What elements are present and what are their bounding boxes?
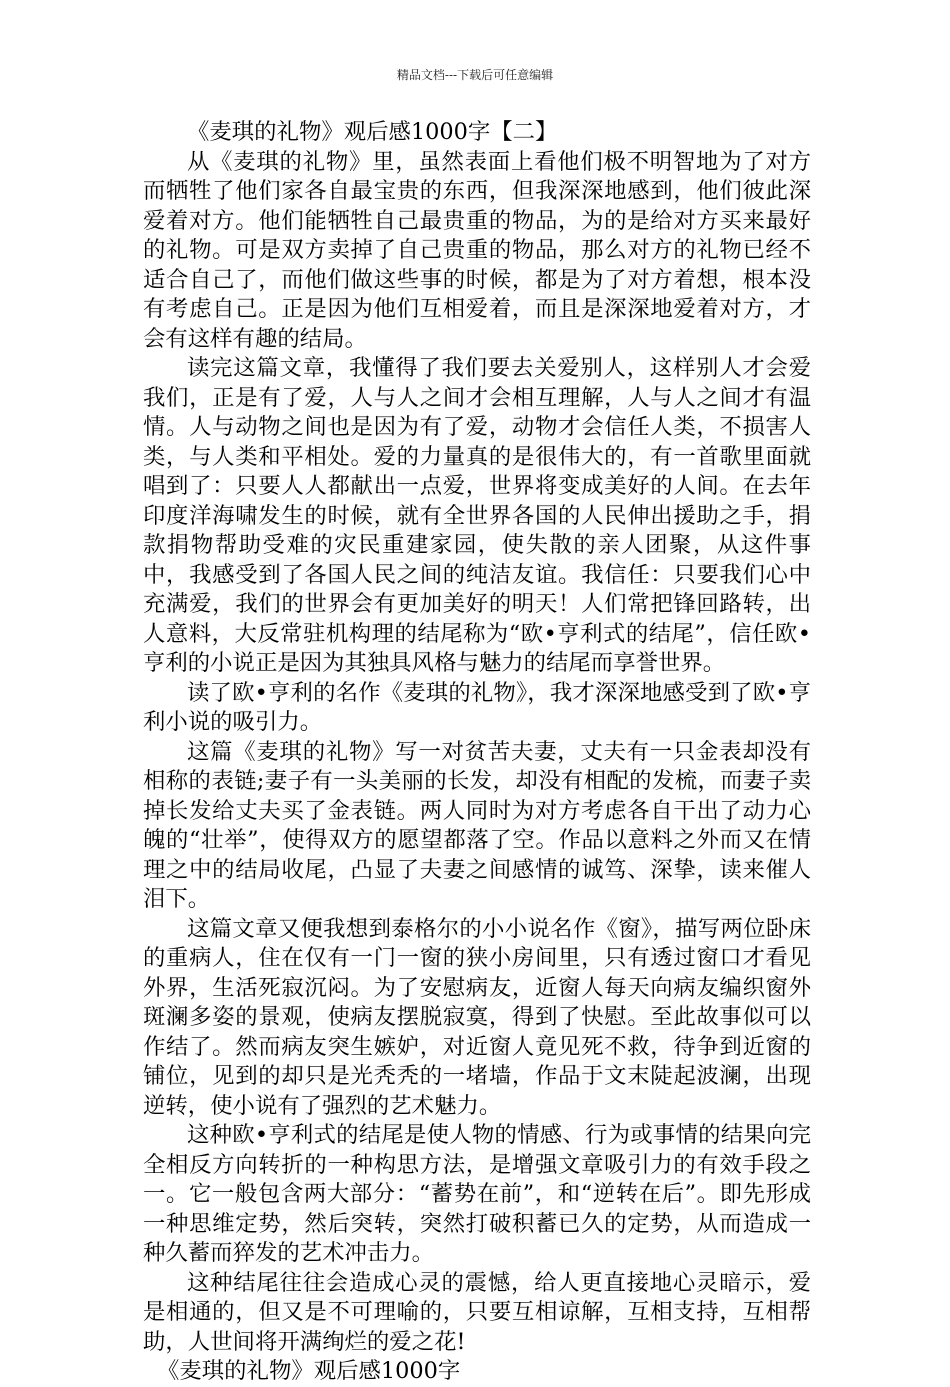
paragraph-1: 从《麦琪的礼物》里，虽然表面上看他们极不明智地为了对方而牺牲了他们家各自最宝贵的东西，但我深深地感到，他们彼此深爱着对方。他们能牺牲自己最贵重的物品，为的是给对方买来最好的礼物。可是双方卖掉了自己贵重的物品，那么对方的礼物已经不适合自己了，而他们做这些事的时候，都是为了对方着想，根本没有考虑自己。正是因为他们互相爱着，而且是深深地爱着对方，才会有这样有趣的结局。 bbox=[143, 148, 811, 352]
paragraph-5: 这篇文章又便我想到泰格尔的小小说名作《窗》，描写两位卧床的重病人，住在仅有一门一窗的狭小房间里，只有透过窗口才看见外界，生活死寂沉闷。为了安慰病友，近窗人每天向病友编织窗外斑澜多姿的景观，使病友摆脱寂寞，得到了快慰。至此故事似可以作结了。然而病友突生嫉妒，对近窗人竟见死不救，待争到近窗的铺位，见到的却只是光秃秃的一堵墙，作品于文末陡起波澜，出现逆转，使小说有了强烈的艺术魅力。 bbox=[143, 915, 811, 1119]
document-title: 《麦琪的礼物》观后感1000字【二】 bbox=[187, 119, 558, 145]
paragraph-2: 读完这篇文章，我懂得了我们要去关爱别人，这样别人才会爱我们，正是有了爱，人与人之间才会相互理解，人与人之间才有温情。人与动物之间也是因为有了爱，动物才会信任人类，不损害人类，与人类和平相处。爱的力量真的是很伟大的，有一首歌里面就唱到了：只要人人都献出一点爱，世界将变成美好的人间。在去年印度洋海啸发生的时候，就有全世界各国的人民伸出援助之手，捐款捐物帮助受难的灾民重建家园，使失散的亲人团聚，从这件事中，我感受到了各国人民之间的纯洁友谊。我信任：只要我们心中充满爱，我们的世界会有更加美好的明天！人们常把锋回路转，出人意料，大反常驻机构理的结尾称为“欧•亨利式的结尾”，信任欧•亨利的小说正是因为其独具风格与魅力的结尾而享誉世界。 bbox=[143, 355, 811, 676]
paragraph-4: 这篇《麦琪的礼物》写一对贫苦夫妻，丈夫有一只金表却没有相称的表链;妻子有一头美丽的长发，却没有相配的发梳，而妻子卖掉长发给丈夫买了金表链。两人同时为对方考虑各自干出了动力心魄的“壮举”，使得双方的愿望都落了空。作品以意料之外而又在情理之中的结局收尾，凸显了夫妻之间感情的诚笃、深挚，读来催人泪下。 bbox=[143, 738, 811, 912]
paragraph-6: 这种欧•亨利式的结尾是使人物的情感、行为或事情的结果向完全相反方向转折的一种构思方法，是增强文章吸引力的有效手段之一。它一般包含两大部分：“蓄势在前”，和“逆转在后”。即先形成一种思维定势，然后突转，突然打破积蓄已久的定势，从而造成一种久蓄而猝发的艺术冲击力。 bbox=[143, 1122, 811, 1266]
paragraph-3: 读了欧•亨利的名作《麦琪的礼物》，我才深深地感受到了欧•亨利小说的吸引力。 bbox=[143, 679, 811, 735]
page-header: 精品文档---下载后可任意编辑 bbox=[396, 68, 554, 82]
paragraph-7: 这种结尾往往会造成心灵的震憾，给人更直接地心灵暗示，爱是相通的，但又是不可理喻的，只要互相谅解，互相支持，互相帮助，人世间将开满绚烂的爱之花! bbox=[143, 1269, 811, 1355]
document-footer-title: 《麦琪的礼物》观后感1000字 bbox=[157, 1358, 461, 1384]
document-body bbox=[143, 118, 811, 1387]
